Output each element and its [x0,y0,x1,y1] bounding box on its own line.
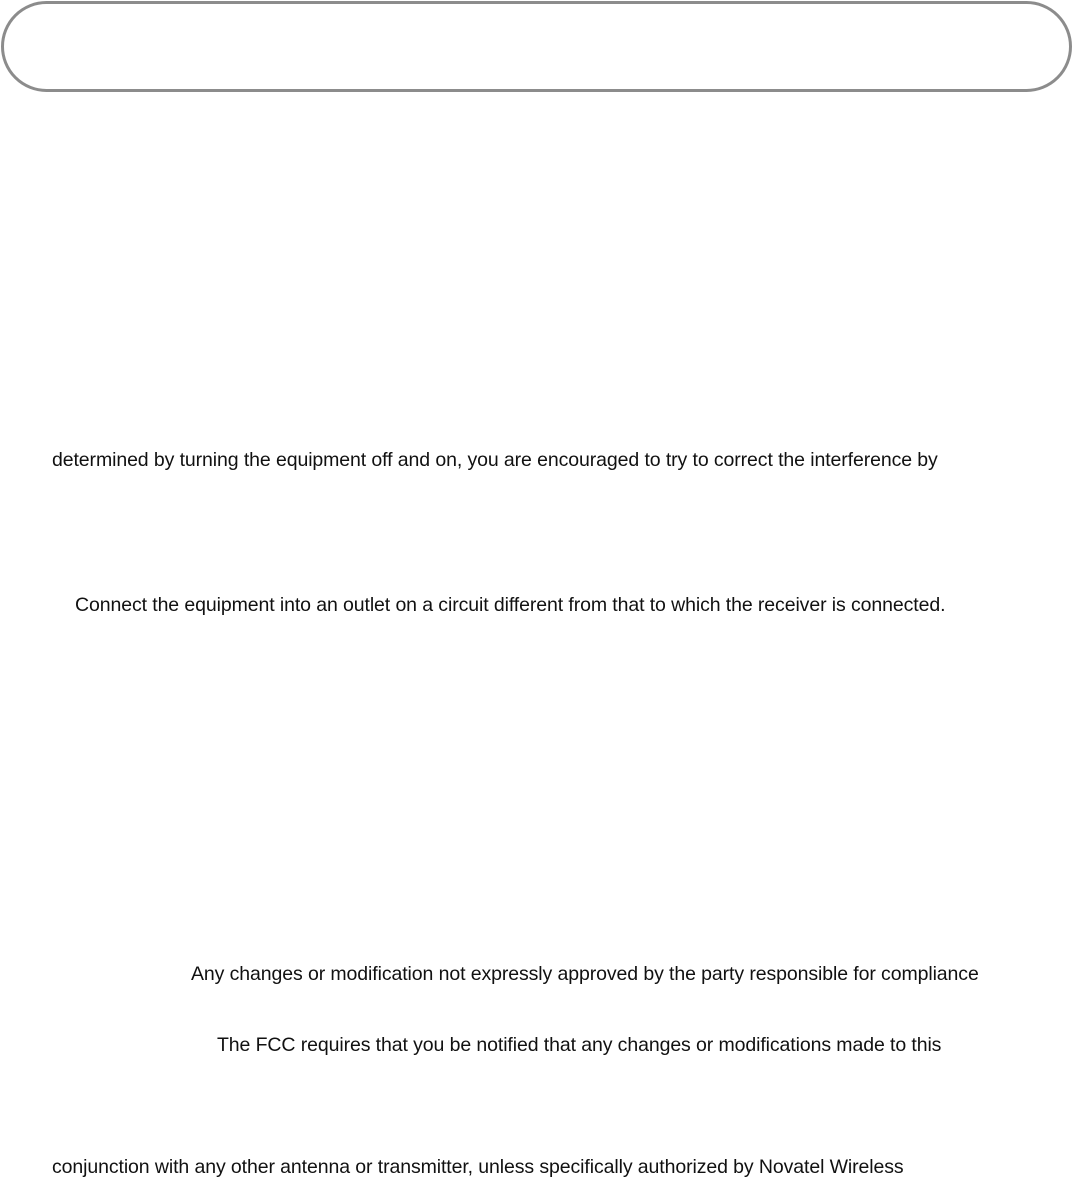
text-line-antenna-conjunction: conjunction with any other antenna or transmitter, unless specifically authorized by Novatel Wireless [52,1156,904,1178]
text-line-fcc-notice: The FCC requires that you be notified that any changes or modifications made to this [217,1034,942,1056]
header-banner-box [1,1,1072,92]
text-line-changes-warning: Any changes or modification not expressly approved by the party responsible for compliance [191,963,979,985]
text-line-connect-outlet: Connect the equipment into an outlet on a circuit different from that to which the receiver is connected. [75,594,946,616]
text-line-interference-intro: determined by turning the equipment off and on, you are encouraged to try to correct the interference by [52,449,938,471]
